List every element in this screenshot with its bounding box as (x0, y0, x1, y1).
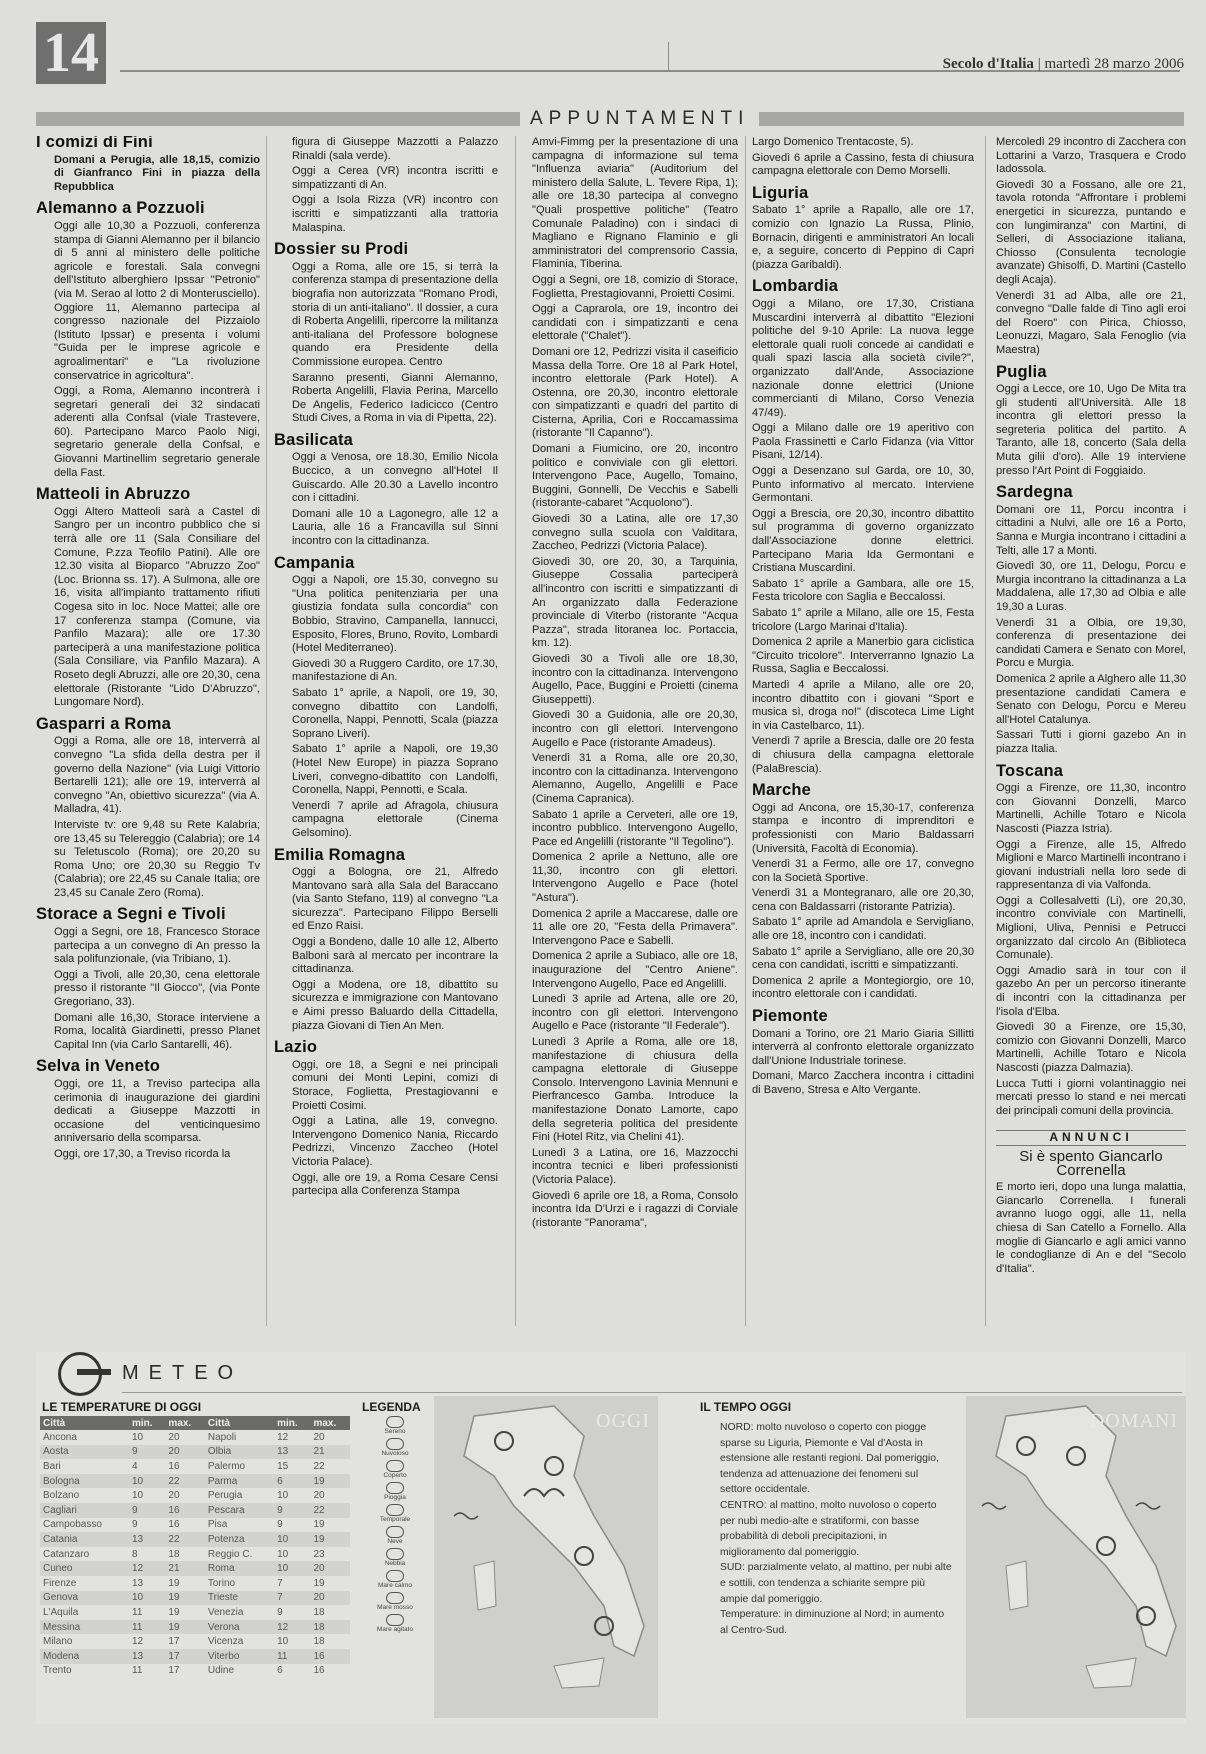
article-text: Oggi a Venosa, ore 18.30, Emilio Nicola Buccico, a un convegno all'Hotel Il Guiscardo. Alle 20.30 a Lavello incontro con i cittadini. (292, 451, 498, 505)
max-temp-cell: 20 (168, 1431, 180, 1443)
city-cell: Cagliari (40, 1503, 129, 1518)
article-text: Oggi a Milano dalle ore 19 aperitivo con Paola Frassinetti e Carlo Fidanza (via Vittor Pisani, 12/14). (752, 422, 974, 462)
legend-item (364, 1548, 426, 1570)
article-text: Sabato 1° aprile, a Napoli, ore 19, 30, convegno dibattito con Landolfi, Coronella, Nappi, Pennotti, Scala (piazza Soprano Liveri). (292, 686, 498, 740)
city-cell: Reggio C. (207, 1548, 253, 1560)
min-temp-cell: 15 (277, 1460, 289, 1472)
max-temp-cell: 19 (313, 1519, 325, 1531)
article-text: Venerdì 31 ad Alba, alle ore 21, convegno "Dalle falde di Tino agli eroi del Roero" con Pirica, Chiosso, Leonuzzi, Magaro, Sala Fenoglio (via Maestra) (996, 289, 1186, 356)
article-text: Sabato 1° aprile a Rapallo, alle ore 17, comizio con Ignazio La Russa, Plinio, Bornacin, dirigenti e amministratori An locali e, a seguire, concerto di Peppino di Capri (piazza Garibaldi). (752, 204, 974, 271)
city-cell: Roma (205, 1561, 274, 1576)
max-temp-cell: 22 (313, 1460, 325, 1472)
col-max: max. (165, 1416, 204, 1430)
max-temp-cell: 21 (310, 1445, 350, 1460)
article-text: Giovedì 30 a Firenze, ore 15,30, comizio con Giovanni Donzelli, Marco Martinelli, Achille Totaro e Nicola Nascosti (piazza Dalmazia). (996, 1021, 1186, 1074)
city-cell: Olbia (205, 1445, 274, 1460)
article-text: Domani a Perugia, alle 18,15, comizio di Gianfranco Fini in piazza della Repubblica (54, 153, 260, 193)
max-temp-cell: 22 (310, 1503, 350, 1518)
min-temp-cell: 11 (274, 1649, 310, 1664)
min-temp-cell: 13 (129, 1532, 165, 1547)
max-temp-cell: 18 (313, 1606, 325, 1618)
publication-name: Secolo d'Italia (942, 56, 1034, 72)
table-row (40, 1634, 350, 1649)
article-title: Emilia Romagna (274, 845, 406, 864)
city-cell: Udine (207, 1665, 235, 1677)
min-temp-cell: 6 (277, 1665, 283, 1677)
section-title: APPUNTAMENTI (520, 104, 759, 134)
max-temp-cell: 19 (313, 1577, 325, 1589)
article-text: Oggi a Brescia, ore 20,30, incontro dibattito sul programma di governo organizzato dall'Associazione donne elettrici. Partecipano Maria Ida Germontani e Cristiana Muscardini. (752, 507, 974, 575)
legend-label: Sereno (384, 1428, 406, 1435)
article-text: Domani, Marco Zacchera incontra i cittadini di Baveno, Stresa e Alto Vergante. (752, 1070, 974, 1096)
map-label-today: OGGI (596, 1410, 650, 1432)
article-text: Oggi a Firenze, ore 11,30, incontro con Giovanni Donzelli, Marco Martinelli, Achille Totaro e Nicola Nascosti (Piazza Istria). (996, 782, 1186, 835)
legend-item (364, 1438, 426, 1460)
article-text: Saranno presenti, Gianni Alemanno, Roberta Angelilli, Flavia Perina, Marcello De Angelis, Federico Iadicicco (Centro Studi Cives, a Roma in via di Pipetta, 22). (292, 371, 498, 425)
article-text: Lunedì 3 Aprile a Roma, alle ore 18, manifestazione di chiusura della campagna elettorale di Giuseppe Consolo. Intervengono Lavinia Mennuni e Pierfrancesco Gamba. Introduce la manifestazione Donato Lamorte, capo della segreteria politica del presidente Fini (Hotel Ritz, via Chelini 41). (532, 1036, 738, 1144)
column-4 (752, 136, 974, 1326)
table-row (40, 1547, 350, 1562)
article-text: Venerdì 7 aprile ad Afragola, chiusura campagna elettorale (Cinema Gelsomino). (292, 799, 498, 839)
city-cell: Milano (43, 1636, 73, 1648)
min-temp-cell: 9 (132, 1519, 138, 1531)
article-text: Oggi, a Roma, Alemanno incontrerà i segretari generali dei 32 sindacati aderenti alla Confsal (viale Trastevere, 60). Partecipano Marco Paolo Nigi, segretario generale della Confsal, e Giovanni Martinellim segretario generale della Fast. (54, 385, 260, 479)
article-text: Interviste tv: ore 9,48 su Rete Kalabria; ore 13,45 su Telereggio (Calabria); ore 14 su Teletuscolo (Roma); ore 20,20 su Roma Uno; ore 20,30 su Reggio Tv (Calabria); ore 22,45 su Canale Italia; ore 23,45 su Canale Zero (Roma). (54, 818, 260, 899)
article-text: Sassari Tutti i giorni gazebo An in piazza Italia. (996, 729, 1186, 755)
temperatures-table (40, 1416, 350, 1678)
article-text: Sabato 1° aprile a Gambara, alle ore 15, Festa tricolore con Saglia e Beccalossi. (752, 577, 974, 604)
col-city: Città (205, 1416, 274, 1430)
max-temp-cell: 16 (168, 1519, 180, 1531)
article-title: Gasparri a Roma (36, 714, 172, 733)
forecast-text (720, 1420, 952, 1638)
article-text: Venerdì 31 a Fermo, alle ore 17, convegno con la Società Sportive. (752, 858, 974, 884)
city-cell: Venezia (207, 1606, 244, 1618)
city-cell: Catania (40, 1532, 129, 1547)
article-text: Lunedì 3 aprile ad Artena, alle ore 20, incontro con gli elettori. Intervengono Augello e Pace (ristorante "Il Federale"). (532, 993, 738, 1033)
max-temp-cell: 20 (165, 1445, 204, 1460)
article-title: Storace a Segni e Tivoli (36, 905, 226, 924)
table-row (40, 1518, 350, 1533)
city-cell: Bolzano (43, 1490, 80, 1502)
table-row (40, 1649, 350, 1664)
article-text: Sabato 1 aprile a Cerveteri, alle ore 19, incontro pubblico. Intervengono Augello, Pace ed Angelilli (ristorante "Il Tegolino"). (532, 808, 738, 848)
city-cell: Catanzaro (43, 1548, 90, 1560)
city-cell: Perugia (207, 1490, 243, 1502)
article-text: Giovedì 30, ore 20, 30, a Tarquinia, Giuseppe Cossalia parteciperà all'incontro con iscritti e simpatizzanti di An organizzato dalla Federazione provinciale di Viterbo (ristorante "Acqua Pazza", strada litoranea loc. Portaccia, km. 12). (532, 555, 738, 650)
article-text: Giovedì 6 aprile ore 18, a Roma, Consolo incontra Ida D'Urzi e i ragazzi di Corviale (ristorante "Panorama", (532, 1189, 738, 1229)
max-temp-cell: 16 (313, 1665, 325, 1677)
article-text: Martedì 4 aprile a Milano, alle ore 20, incontro dibattito con i giovani "Sport e musica sì, droga no!" (discoteca Lime Light in via Castelbarco, 11). (752, 678, 974, 732)
article-text: Oggi a Bologna, ore 21, Alfredo Mantovano sarà alla Sala del Baraccano (via Santo Stefano, 119) al convegno "La sicurezza". Partecipano Filippo Berselli ed Enzo Raisi. (292, 866, 498, 933)
column-rule (515, 136, 516, 1326)
article-text: Sabato 1° aprile ad Amandola e Servigliano, alle ore 18, incontro con i candidati. (752, 916, 974, 943)
article-text: Venerdì 7 aprile a Brescia, dalle ore 20 festa di chiusura della campagna elettorale (PalaBrescia). (752, 735, 974, 775)
city-cell: Vicenza (207, 1636, 244, 1648)
article-text: Domani ore 12, Pedrizzi visita il caseificio Massa della Torre. Ore 18 al Park Hotel, incontro elettorale (Park Hotel). A Ostenna, ore 20,30, incontro elettorale con simpatizzanti e quadri del partito di Cisterna, Aprilia, Cori e Roccamassima (ristorante "Il Capanno"). (532, 345, 738, 440)
article-text: Oggi a Collesalvetti (Li), ore 20,30, incontro conviviale con Martinelli, Miglioni, Uliva, Pennisi e Petrucci organizzato dal circolo An (Biblioteca Comunale). (996, 894, 1186, 962)
table-row (40, 1605, 350, 1620)
article-text: Domani a Torino, ore 21 Mario Giaria Sillitti interverrà al confronto elettorale organizzato dall'Unione Industriale torinese. (752, 1027, 974, 1067)
article-text: Lunedì 3 a Latina, ore 16, Mazzocchi incontra tecnici e liberi professionisti (Victoria Palace). (532, 1146, 738, 1186)
min-temp-cell: 10 (277, 1490, 289, 1502)
legend-label: Mare agitato (376, 1626, 414, 1633)
column-5 (996, 136, 1186, 1326)
article-text: Oggi a Milano, ore 17,30, Cristiana Muscardini interverrà al dibattito "Elezioni politiche del 9-10 Aprile: La nuova legge elettorale quali ruoli concede ai candidati e quali spazi lascia alla società civile?", organizzato dall'Ande, Associazione nazionale donne elettrici (Unione commercianti di Milano, Corso Venezia 47/49). (752, 297, 974, 419)
min-temp-cell: 12 (274, 1620, 310, 1635)
weather-symbol-icon (386, 1526, 404, 1538)
weather-symbol-icon (386, 1416, 404, 1428)
table-row (40, 1591, 350, 1606)
header-divider (668, 42, 669, 72)
forecast-paragraph: SUD: parzialmente velato, al mattino, per nubi alte e sottili, con tendenza a schiarite sempre più ampie dal pomeriggio. (720, 1562, 952, 1605)
legend-label: Neve (387, 1538, 403, 1545)
article-title: Alemanno a Pozzuoli (36, 199, 205, 218)
forecast-title: IL TEMPO OGGI (700, 1400, 792, 1414)
max-temp-cell: 20 (313, 1431, 325, 1443)
article-text: figura di Giuseppe Mazzotti a Palazzo Rinaldi (sala verde). (292, 136, 498, 162)
article-text: Domenica 2 aprile a Alghero alle 11,30 presentazione candidati Camera e Senato con Delogu, Porcu e Mereu all'Hotel Catalunya. (996, 672, 1186, 726)
city-cell: Bologna (40, 1474, 129, 1489)
min-temp-cell: 11 (132, 1606, 143, 1618)
city-cell: Modena (40, 1649, 129, 1664)
city-cell: Trento (43, 1665, 72, 1677)
weather-symbol-icon (386, 1482, 404, 1494)
article-title: Piemonte (752, 1007, 828, 1026)
city-cell: Palermo (207, 1460, 246, 1472)
italy-map-today (434, 1396, 658, 1718)
weather-symbol-icon (386, 1614, 404, 1626)
article-text: Domani ore 11, Porcu incontra i cittadini a Nulvi, alle ore 16 a Porto, Sanna e Murgia incontrano i cittadini a Telti, alle 17 a Monti. (996, 503, 1186, 557)
min-temp-cell: 8 (132, 1548, 138, 1560)
table-row (40, 1474, 350, 1489)
article-title: Selva in Veneto (36, 1057, 161, 1076)
article-text: Sabato 1° aprile a Servigliano, alle ore 20,30 cena con candidati, iscritti e simpatizzanti. (752, 945, 974, 972)
city-cell: Potenza (205, 1532, 274, 1547)
article-text: Oggi a Bondeno, dalle 10 alle 12, Alberto Balboni sarà al mercato per incontrare la cittadinanza. (292, 936, 498, 976)
forecast-paragraph: CENTRO: al mattino, molto nuvoloso o coperto per nubi medio-alte e stratiformi, con basse probabilità di deboli precipitazioni, in miglioramento dal pomeriggio. (720, 1499, 937, 1558)
legend-label: Pioggia (384, 1494, 406, 1501)
article-text: Domani a Fiumicino, ore 20, incontro politico e conviviale con gli elettori. Intervengono Pace, Augello, Tomaino, Buggini, Gonnelli, De Vecchis e Sabelli (ristorante-cabaret "Acquolono"). (532, 443, 738, 510)
max-temp-cell: 21 (165, 1561, 204, 1576)
announcement-headline: Si è spento Giancarlo Correnella (1019, 1147, 1163, 1179)
legend-label: Coperto (383, 1472, 407, 1479)
max-temp-cell: 17 (165, 1649, 204, 1664)
article-text: Oggi a Caprarola, ore 19, incontro dei candidati con i simpatizzanti e cena elettorale ("Chalet"). (532, 303, 738, 343)
article-text: Oggi, alle ore 19, a Roma Cesare Censi partecipa alla Conferenza Stampa (292, 1171, 498, 1198)
article-text: Oggi ad Ancona, ore 15,30-17, conferenza stampa e incontro di imprenditori e professionisti con Mario Baldassarri (Università, Facoltà di Economia). (752, 801, 974, 855)
min-temp-cell: 6 (274, 1474, 310, 1489)
table-row (40, 1445, 350, 1460)
min-temp-cell: 9 (277, 1519, 283, 1531)
article-title: Sardegna (996, 483, 1073, 502)
article-text: Lucca Tutti i giorni volantinaggio nei mercati presso lo stand e nei mercati dei principali comuni della provincia. (996, 1077, 1186, 1117)
min-temp-cell: 10 (277, 1548, 289, 1560)
article-text: Mercoledì 29 incontro di Zacchera con Lottarini a Varzo, Trasquera e Crodo Iadossola. (996, 136, 1186, 176)
col-min: min. (129, 1416, 165, 1430)
article-title: Campania (274, 553, 355, 572)
article-text: Oggi a Segni, ore 18, comizio di Storace, Foglietta, Prestagiovanni, Proietti Cosimi. (532, 273, 738, 300)
min-temp-cell: 13 (274, 1445, 310, 1460)
table-row (40, 1459, 350, 1474)
weather-title: METEO (122, 1362, 244, 1384)
column-3 (532, 136, 738, 1326)
min-temp-cell: 9 (129, 1445, 165, 1460)
article-text: Oggi a Roma, alle ore 15, si terrà la conferenza stampa di presentazione della biografia non autorizzata "Romano Prodi, storia di un anti-italiano". Il dossier, a cura di Roberta Angelilli, ripercorre la militanza anti-italiana del Professore bolognese quando era Presidente della Commissione europea. Centro (292, 260, 498, 368)
table-header-row (40, 1416, 350, 1430)
article-text: Giovedì 30 a Tivoli alle ore 18,30, incontro con la cittadinanza. Intervengono Augello, Pace, Buggini e Proietti (cinema Giuseppetti). (532, 652, 738, 706)
city-cell: Parma (205, 1474, 274, 1489)
table-row (40, 1576, 350, 1591)
temperatures-body (40, 1430, 350, 1678)
article-text: Oggi alle 10,30 a Pozzuoli, conferenza stampa di Gianni Alemanno per il bilancio di 5 anni al ministero delle politiche agricole e forestali. Sala convegni dell'Istituto alberghiero Ipssar "Petronio" (via M. Serao al lotto 2 di Monterusciello). Oggiore 11, Alemanno partecipa al congresso nazionale del Pizzaiolo (Istituto Ipssar) e presenta i volumi "Guida per le imprese agricole e agroalimentari" e "La rivoluzione conservatrice in agricoltura". (54, 219, 260, 382)
article-text: Oggi Altero Matteoli sarà a Castel di Sangro per un incontro pubblico che si terrà alle ore 11 (Sala Consiliare del Comune, P.zza Teofilo Patini). Alle ore 12.30 visita al Bioparco "Abruzzo Zoo" (Loc. Brionna ss. 17). A Sulmona, alle ore 16, visita all'impianto trattamento rifiuti Cogesa sito in loc. Noce Mattei; alle ore 17 conferenza stampa (Comune, via Panfilo Mazara); alle ore 17.30 parteciperà a una manifestazione politica (Sala Consiliare, via Panfilo Mazara). A Roseto degli Abruzzi, alle ore 20,30, cena elettorale (Ristorante "Lido D'Abruzzo", Lungomare Nord). (54, 505, 260, 709)
weather-symbol-icon (386, 1570, 404, 1582)
city-cell: Campobasso (43, 1519, 102, 1531)
legend-title: LEGENDA (362, 1400, 421, 1414)
article-text: Sabato 1° aprile a Napoli, ore 19,30 (Hotel New Europe) in piazza Soprano Liveri, convegno-dibattito con Landolfi, Coronella, Nappi, Pennotti, e Scala. (292, 743, 498, 797)
article-text: Domani alle 10 a Lagonegro, alle 12 a Lauria, alle 16 a Francavilla sul Sinni incontro con la cittadinanza. (292, 507, 498, 548)
legend-label: Nuvoloso (381, 1450, 409, 1457)
min-temp-cell: 4 (132, 1460, 138, 1472)
article-title: Lombardia (752, 277, 839, 296)
article-text: Giovedì 30 a Ruggero Cardito, ore 17.30, manifestazione di An. (292, 657, 498, 684)
article-text: Oggi, ore 18, a Segni e nei principali comuni dei Monti Lepini, comizi di Storace, Foglietta, Prestagiovanni e Proietti Cosimi. (292, 1058, 498, 1112)
article-text: Giovedì 6 aprile a Cassino, festa di chiusura campagna elettorale con Demo Morselli. (752, 151, 974, 178)
article-text: Domenica 2 aprile a Maccarese, dalle ore 11 alle ore 20, "Festa della Primavera". Intervengono Pace e Sabelli. (532, 907, 738, 947)
max-temp-cell: 18 (168, 1548, 180, 1560)
article-text: Venerdì 31 a Olbia, ore 19,30, conferenza di presentazione dei candidati Camera e Senato con Morel, Porcu e Murgia. (996, 616, 1186, 670)
article-text: Venerdì 31 a Montegranaro, alle ore 20,30, cena con Baldassarri (ristorante Patrizia). (752, 887, 974, 913)
article-text: Giovedì 30, ore 11, Delogu, Porcu e Murgia incontrano la cittadinanza a La Maddalena, alle 17,30 ad Olbia e alle 19,30 a Luras. (996, 560, 1186, 613)
article-text: Oggi Amadio sarà in tour con il gazebo An per un percorso itinerante di incontri con la cittadinanza per l'isola d'Elba. (996, 964, 1186, 1018)
article-text: Domani alle 16,30, Storace interviene a Roma, località Giardinetti, presso Planet Capital Inn (via Carlo Santarelli, 46). (54, 1011, 260, 1051)
city-cell: Bari (43, 1460, 61, 1472)
max-temp-cell: 19 (310, 1474, 350, 1489)
article-title: Liguria (752, 183, 809, 202)
legend-item (364, 1614, 426, 1636)
city-cell: Cuneo (40, 1561, 129, 1576)
table-row (40, 1503, 350, 1518)
article-text: Domenica 2 aprile a Montegiorgio, ore 10, incontro elettorale con i candidati. (752, 974, 974, 1001)
weather-legend (364, 1416, 426, 1636)
article-title: Toscana (996, 761, 1064, 780)
column-2 (274, 136, 498, 1326)
city-cell: Viterbo (205, 1649, 274, 1664)
article-text: Oggi a Latina, alle 19, convegno. Intervengono Domenico Nania, Riccardo Pedrizzi, Vincenzo Zaccheo (Hotel Victoria Palace). (292, 1115, 498, 1168)
min-temp-cell: 10 (274, 1532, 310, 1547)
legend-item (364, 1592, 426, 1614)
max-temp-cell: 19 (168, 1606, 180, 1618)
article-text: Oggi a Tivoli, alle 20,30, cena elettorale presso il ristorante "Il Giocco", (via Ponte Gregoriano, 33). (54, 968, 260, 1009)
forecast-paragraph: NORD: molto nuvoloso o coperto con piogge sparse su Liguria, Piemonte e Val d'Aosta in estensione alle restanti regioni. Dal pomeriggio, tendenza ad attenuazione dei fenomeni sul settore occidentale. (720, 1422, 939, 1496)
article-text: Oggi a Segni, ore 18, Francesco Storace partecipa a un convegno di An presso la sala polifunzionale, (via Tribiano, 1). (54, 926, 260, 966)
article-text: Venerdì 31 a Roma, alle ore 20,30, incontro con la cittadinanza. Intervengono Alemanno, Augello, Angelilli e Pace (Cinema Capranica). (532, 752, 738, 805)
weather-rule (122, 1392, 1182, 1393)
min-temp-cell: 10 (277, 1636, 289, 1648)
forecast-paragraph: Temperature: in diminuzione al Nord; in aumento al Centro-Sud. (720, 1609, 945, 1636)
max-temp-cell: 16 (310, 1649, 350, 1664)
min-temp-cell: 12 (129, 1561, 165, 1576)
max-temp-cell: 19 (165, 1620, 204, 1635)
min-temp-cell: 7 (274, 1591, 310, 1606)
max-temp-cell: 19 (165, 1591, 204, 1606)
max-temp-cell: 16 (168, 1460, 180, 1472)
table-row (40, 1488, 350, 1503)
page-number: 14 (36, 22, 106, 84)
article-text: Oggi a Roma, alle ore 18, interverrà al convegno "La sfida della destra per il governo della Nazione" (via Luigi Vittorio Bertarelli 121); alle ore 19, interverrà al convegno "An, obiettivo sicurezza" (via A. Malladra, 41). (54, 735, 260, 816)
article-text: Oggi a Desenzano sul Garda, ore 10, 30, Punto informativo al mercato. Interviene Germontani. (752, 465, 974, 505)
weather-map-today (434, 1396, 658, 1718)
article-text: Giovedì 30 a Latina, alle ore 17,30 convegno sulla scuola con Valditara, Zaccheo, Pedrizzi (Victoria Palace). (532, 513, 738, 553)
table-row (40, 1532, 350, 1547)
min-temp-cell: 11 (132, 1665, 143, 1677)
max-temp-cell: 17 (168, 1665, 180, 1677)
article-text: Oggi a Modena, ore 18, dibattito su sicurezza e immigrazione con Mantovano e Aimi presso Baluardo della Cittadella, piazza Giovani di Tien An Men. (292, 978, 498, 1032)
city-cell: Napoli (207, 1431, 237, 1443)
legend-item (364, 1570, 426, 1592)
issue-date: martedì 28 marzo 2006 (1044, 56, 1184, 72)
max-temp-cell: 20 (313, 1490, 325, 1502)
legend-item (364, 1416, 426, 1438)
masthead (943, 56, 1184, 73)
min-temp-cell: 13 (132, 1577, 144, 1589)
weather-symbol-icon (386, 1438, 404, 1450)
article-text: Domenica 2 aprile a Nettuno, alle ore 11,30, incontro con gli elettori. Intervengono Augello e Pace (hotel "Astura"). (532, 851, 738, 905)
legend-label: Nebbia (384, 1560, 406, 1567)
column-rule (745, 136, 746, 1326)
article-title: Puglia (996, 362, 1047, 381)
min-temp-cell: 10 (129, 1591, 165, 1606)
legend-item (364, 1526, 426, 1548)
min-temp-cell: 9 (274, 1503, 310, 1518)
max-temp-cell: 20 (310, 1591, 350, 1606)
weather-map-tomorrow (966, 1396, 1186, 1718)
min-temp-cell: 10 (274, 1561, 310, 1576)
table-row (40, 1620, 350, 1635)
weather-symbol-icon (386, 1460, 404, 1472)
city-cell: Trieste (205, 1591, 274, 1606)
legend-item (364, 1482, 426, 1504)
weather-symbol-icon (386, 1548, 404, 1560)
min-temp-cell: 13 (129, 1649, 165, 1664)
weather-logo-icon (58, 1352, 102, 1396)
article-title: I comizi di Fini (36, 136, 153, 151)
legend-item (364, 1460, 426, 1482)
article-title: Basilicata (274, 430, 354, 449)
max-temp-cell: 17 (168, 1636, 180, 1648)
max-temp-cell: 19 (310, 1532, 350, 1547)
max-temp-cell: 18 (310, 1620, 350, 1635)
article-text: Oggi a Firenze, alle 15, Alfredo Miglioni e Marco Martinelli incontrano i giovani industriali nella loro sede di rappresentanza di via Valfonda. (996, 838, 1186, 892)
article-text: Oggi a Napoli, ore 15.30, convegno su "Una politica penitenziaria per una giustizia fondata sulla concordia" con Bobbio, Stravino, Campanella, Iannucci, Esposito, Flores, Bruno, Rovito, Lombardi (Hotel Mediterraneo). (292, 574, 498, 655)
city-cell: Pisa (207, 1519, 228, 1531)
article-title: Marche (752, 781, 811, 800)
min-temp-cell: 12 (277, 1431, 289, 1443)
weather-section (36, 1352, 1186, 1724)
city-cell: Verona (205, 1620, 274, 1635)
article-text: Giovedì 30 a Guidonia, alle ore 20,30, incontro con gli elettori. Intervengono Augello e Pace (ristorante Amadeus). (532, 709, 738, 749)
col-city: Città (40, 1416, 129, 1430)
city-cell: Aosta (40, 1445, 129, 1460)
min-temp-cell: 9 (277, 1606, 283, 1618)
max-temp-cell: 16 (165, 1503, 204, 1518)
article-title: Matteoli in Abruzzo (36, 485, 191, 504)
city-cell: Pescara (205, 1503, 274, 1518)
article-text: Oggi, ore 17,30, a Treviso ricorda la (54, 1147, 231, 1160)
map-label-tomorrow: DOMANI (1089, 1410, 1178, 1432)
city-cell: L'Aquila (43, 1606, 79, 1618)
min-temp-cell: 10 (132, 1431, 144, 1443)
table-row (40, 1664, 350, 1679)
article-text: Giovedì 30 a Fossano, alle ore 21, tavola rotonda "Affrontare i problemi energetici in sicurezza, puntando e con lungimiranza" con Martini, di Selleri, di Associazione italiana, Chiosso (Consulenta tecnologie avanzate) Ghisolfi, D. Martini (Castello degli Acaja). (996, 178, 1186, 286)
min-temp-cell: 10 (132, 1490, 144, 1502)
article-text: Sabato 1° aprile a Milano, alle ore 15, Festa tricolore (Largo Marinai d'Italia). (752, 607, 974, 633)
min-temp-cell: 10 (129, 1474, 165, 1489)
min-temp-cell: 7 (277, 1577, 283, 1589)
city-cell: Messina (40, 1620, 129, 1635)
max-temp-cell: 20 (168, 1490, 180, 1502)
column-1 (36, 136, 260, 1326)
min-temp-cell: 9 (129, 1503, 165, 1518)
min-temp-cell: 11 (129, 1620, 165, 1635)
max-temp-cell: 20 (310, 1561, 350, 1576)
city-cell: Genova (40, 1591, 129, 1606)
article-text: Largo Domenico Trentacoste, 5). (752, 136, 914, 148)
article-text: Oggi a Isola Rizza (VR) incontro con iscritti e simpatizzanti alla trattoria Malaspina. (292, 194, 498, 234)
city-cell: Firenze (43, 1577, 77, 1589)
announcement-text: E morto ieri, dopo una lunga malattia, Giancarlo Correnella. I funerali avranno luogo oggi, alle 11, nella chiesa di San Catello a Fornello. Alla moglie di Giancarlo e agli amici vanno le condoglianze di An e del "Secolo d'Italia". (996, 1181, 1186, 1275)
min-temp-cell: 12 (132, 1636, 144, 1648)
max-temp-cell: 23 (313, 1548, 325, 1560)
weather-symbol-icon (386, 1504, 404, 1516)
article-text: Oggi a Cerea (VR) incontra iscritti e simpatizzanti di An. (292, 165, 498, 191)
italy-map-tomorrow (966, 1396, 1186, 1718)
col-max: max. (310, 1416, 350, 1430)
legend-item (364, 1504, 426, 1526)
table-row (40, 1430, 350, 1445)
article-title: Lazio (274, 1038, 318, 1057)
article-title: Dossier su Prodi (274, 240, 409, 259)
max-temp-cell: 22 (165, 1474, 204, 1489)
legend-label: Mare calmo (378, 1582, 412, 1589)
max-temp-cell: 18 (313, 1636, 325, 1648)
legend-label: Temporale (379, 1516, 411, 1523)
article-text: Oggi, ore 11, a Treviso partecipa alla cerimonia di inaugurazione dei giardini dedicati a Giuseppe Mazzotti in occasione del venticinquesimo anniversario della scomparsa. (54, 1078, 260, 1145)
column-rule (266, 136, 267, 1326)
max-temp-cell: 22 (165, 1532, 204, 1547)
weather-symbol-icon (386, 1592, 404, 1604)
col-min: min. (274, 1416, 310, 1430)
column-rule (985, 136, 986, 1326)
table-row (40, 1561, 350, 1576)
city-cell: Torino (207, 1577, 236, 1589)
article-text: Domenica 2 aprile a Subiaco, alle ore 18, inaugurazione del "Centro Aniene". Intervengono Augello, Pace ed Angelilli. (532, 950, 738, 990)
article-text: Oggi a Lecce, ore 10, Ugo De Mita tra gli studenti all'Università. Alle 18 incontra gli elettori presso la segreteria politica del partito. A Taranto, alle 18, concerto (Sala della Muta gilii d'oro). Alle 19 interviene presso l'Art Point di Foggiaido. (996, 383, 1186, 477)
max-temp-cell: 19 (168, 1577, 180, 1589)
announcements-title: ANNUNCI (996, 1130, 1186, 1146)
city-cell: Ancona (43, 1431, 77, 1443)
article-text: Amvi-Fimmg per la presentazione di una campagna di informazione sul tema "Influenza aviaria" (Auditorium del ministero della Salute, L. Tevere Ripa, 1); alle ore 18,30 partecipa al convegno "Quali prospettive politiche" (Teatro Comunale Paladino) con i sindaci di Magliano e Rignano Flaminio e gli amministratori del comprensorio Cassia, Flaminia, Tiberina. (532, 136, 738, 271)
header-separator: | (1037, 56, 1045, 72)
temperatures-title: LE TEMPERATURE DI OGGI (42, 1400, 202, 1414)
legend-label: Mare mosso (377, 1604, 413, 1611)
article-text: Domenica 2 aprile a Manerbio gara ciclistica "Circuito tricolore". Interverranno Ignazio La Russa, Saglia e Beccalossi. (752, 636, 974, 676)
